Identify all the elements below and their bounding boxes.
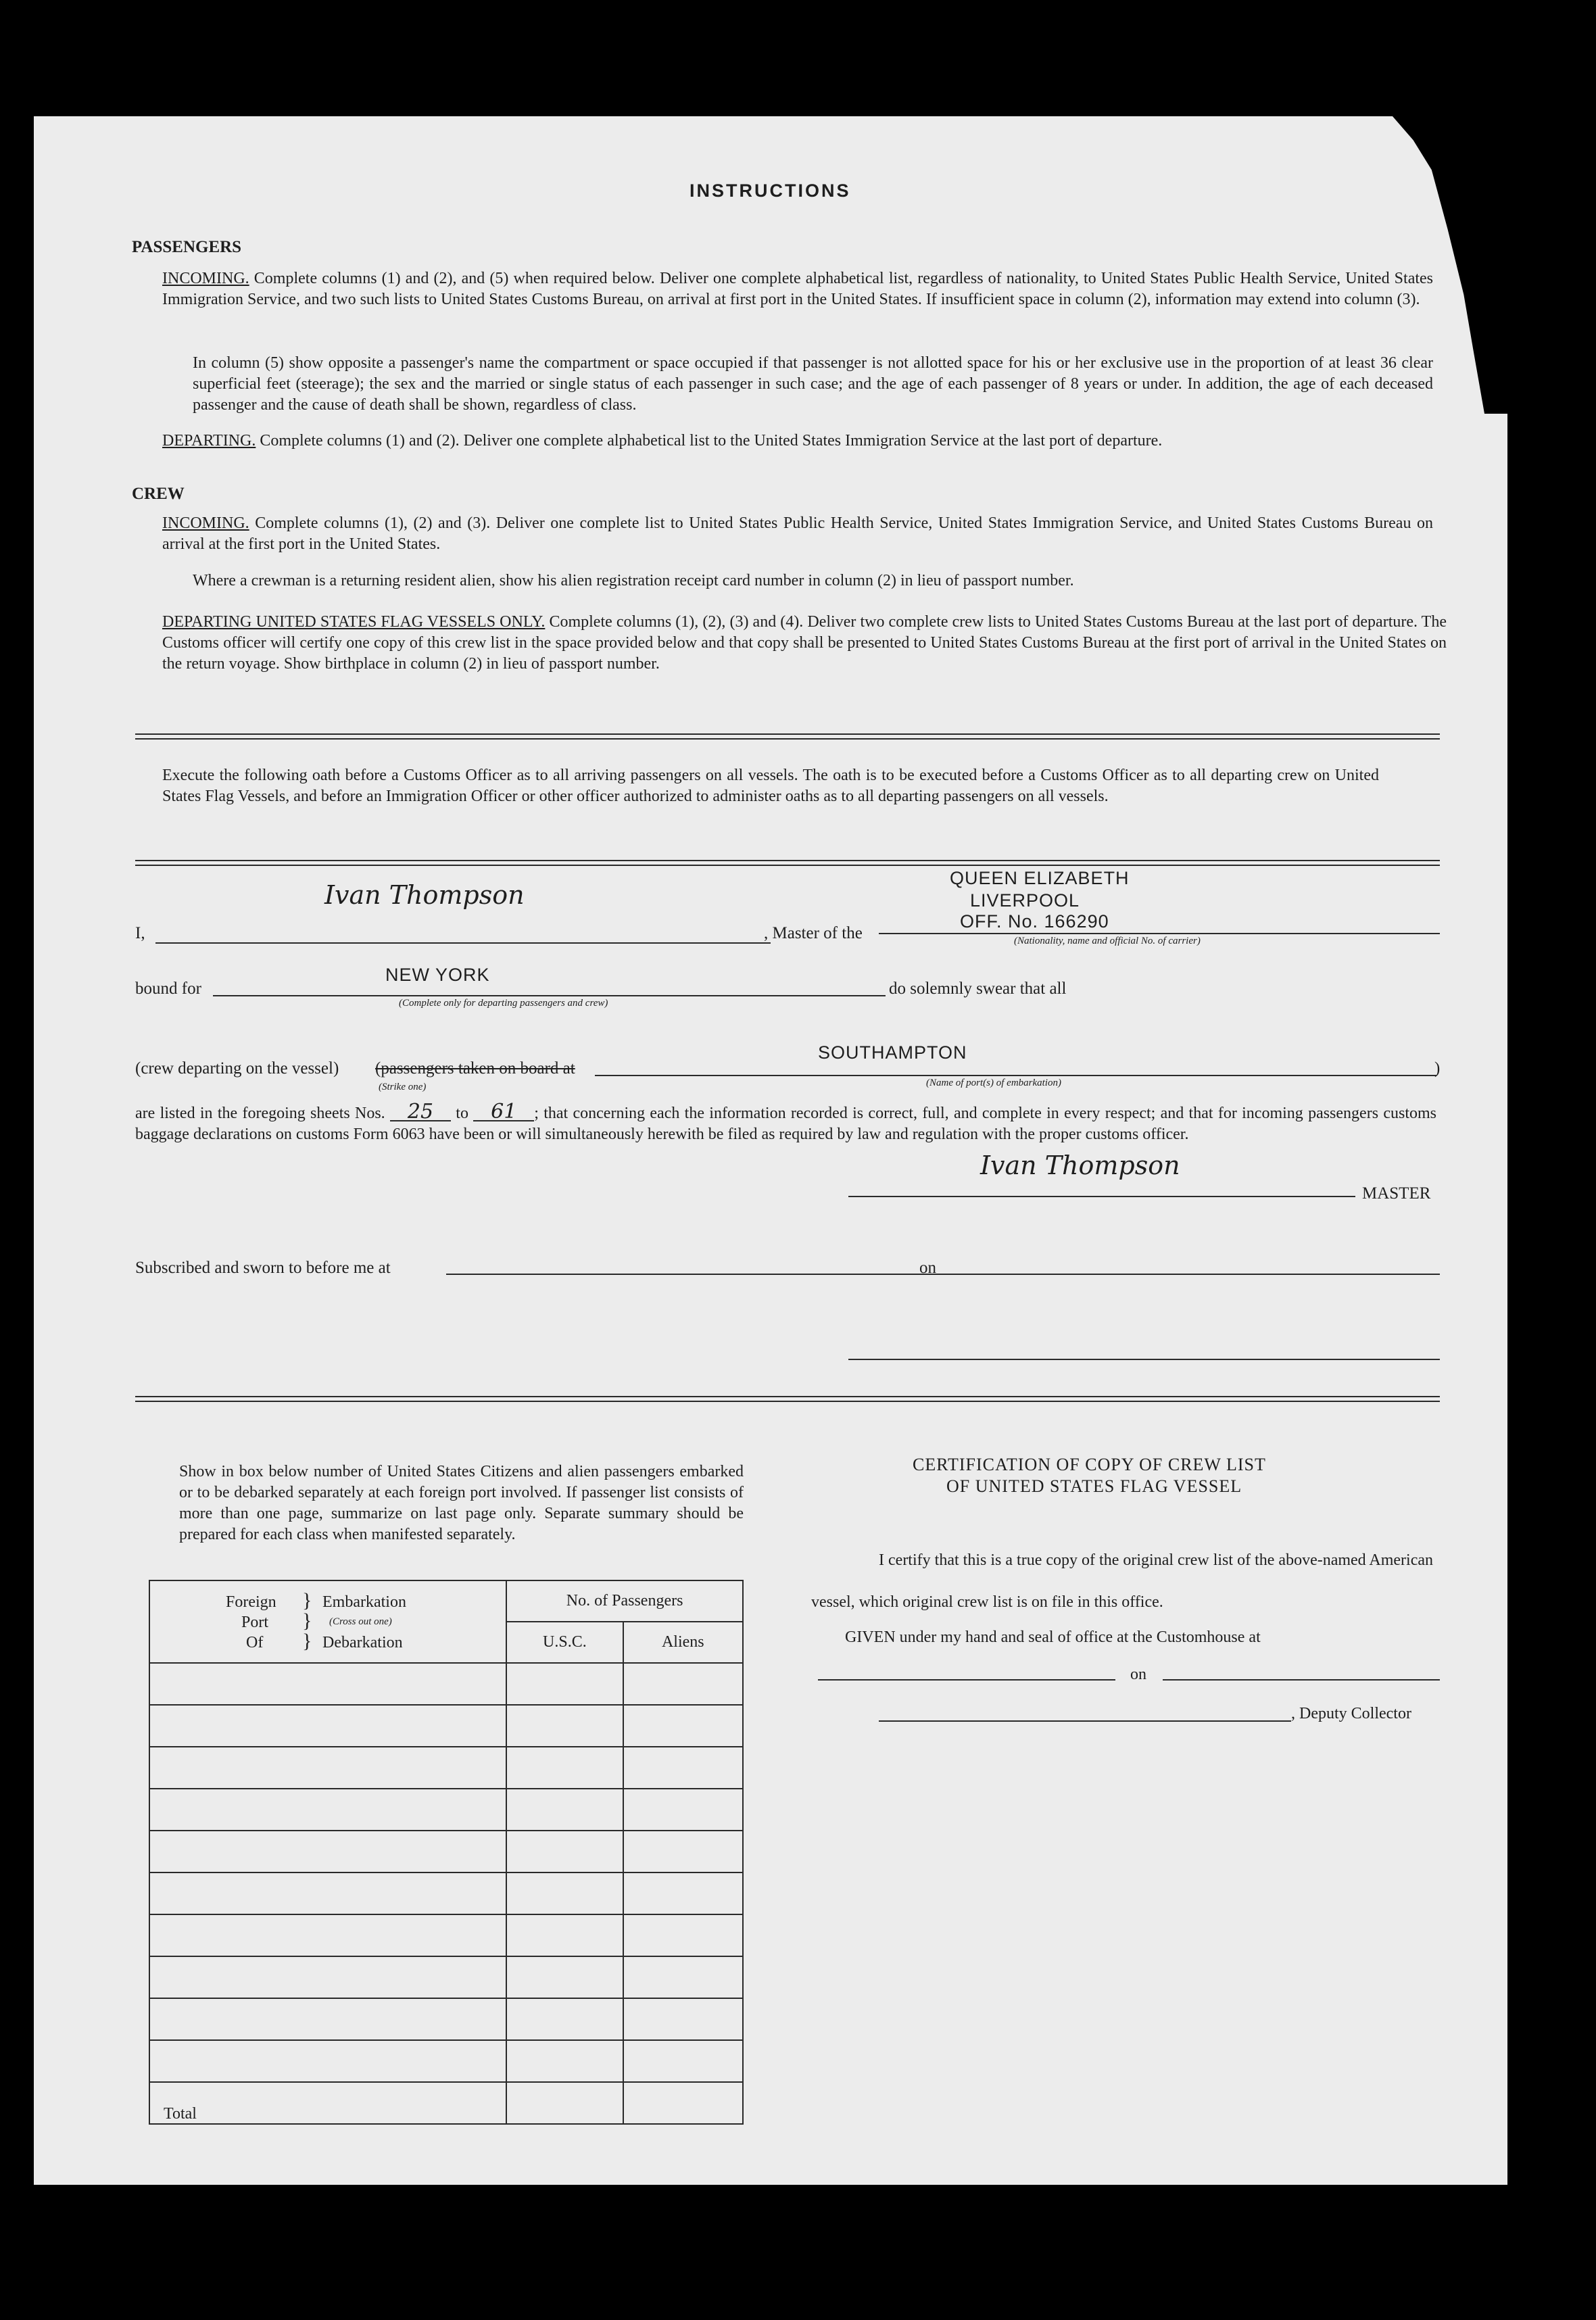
- table-row: [149, 1663, 743, 1705]
- port-header-cell: [149, 1580, 506, 1663]
- sheet-from: 25: [390, 1104, 451, 1121]
- aliens-cell[interactable]: [623, 1789, 743, 1831]
- passengers-incoming-text2: In column (5) show opposite a passenger's name the compartment or space occupied if that passenger is not allotted space for his or her exclusive use in the proportion of at least 36 clear superficial feet (steerage); the sex and the married or single status of each passenger in such case; and the age of each passenger of 8 years or under. In addition, the age of each deceased passenger and the cause of death shall be shown, regardless of class.: [193, 354, 1433, 414]
- certification-text: I certify that this is a true copy of the original crew list of the above-named American vessel, which original crew list is on file in this office.: [811, 1551, 1433, 1611]
- master-signature: Ivan Thompson: [980, 1151, 1180, 1180]
- certification-on-label: on: [1130, 1666, 1146, 1683]
- col-debark: Debarkation: [322, 1634, 403, 1651]
- table-row: [149, 2040, 743, 2082]
- crew-incoming-text2: Where a crewman is a returning resident alien, show his alien registration receipt card number in column (2) in lieu of passport number.: [193, 572, 1074, 589]
- passengers-option-struck: (passengers taken on board at: [375, 1059, 575, 1078]
- total-aliens-cell[interactable]: [623, 2082, 743, 2124]
- form-sheet: [34, 116, 1507, 2185]
- aliens-cell[interactable]: [623, 1872, 743, 1914]
- certification-date-line: [1163, 1679, 1440, 1681]
- vessel-port: LIVERPOOL: [970, 890, 1080, 911]
- deputy-line: [879, 1720, 1291, 1722]
- embark-line: [595, 1075, 1436, 1076]
- aliens-cell[interactable]: [623, 1998, 743, 2040]
- table-row: [149, 1747, 743, 1789]
- col-port: Port: [241, 1614, 269, 1631]
- strike-caption: (Strike one): [379, 1082, 427, 1092]
- bound-line: [213, 995, 886, 996]
- aliens-cell[interactable]: [623, 1956, 743, 1998]
- table-row: [149, 1872, 743, 1914]
- col-embark: Embarkation: [322, 1593, 406, 1611]
- total-label: Total: [149, 2082, 506, 2124]
- master-of-label: , Master of the: [764, 924, 863, 942]
- col-aliens: Aliens: [623, 1622, 743, 1663]
- usc-cell[interactable]: [506, 1872, 623, 1914]
- master-line: [848, 1196, 1355, 1197]
- passengers-departing-text: Complete columns (1) and (2). Deliver one complete alphabetical list to the United States Immigration Service at the last port of departure.: [260, 432, 1163, 450]
- usc-cell[interactable]: [506, 1747, 623, 1789]
- subscribed-place-line: [446, 1274, 946, 1275]
- vessel-line: [879, 933, 1440, 934]
- divider-oath: [135, 860, 1440, 866]
- crew-departing-label: DEPARTING UNITED STATES FLAG VESSELS ONLY.: [162, 613, 546, 631]
- embark-caption: (Name of port(s) of embarkation): [926, 1078, 1061, 1088]
- port-cell[interactable]: [149, 1789, 506, 1831]
- aliens-cell[interactable]: [623, 1914, 743, 1956]
- i-label: I,: [135, 924, 145, 942]
- listed-prefix: are listed in the foregoing sheets Nos.: [135, 1105, 385, 1122]
- sheet-to: 61: [473, 1104, 534, 1121]
- crew-heading: CREW: [132, 485, 185, 503]
- port-cell[interactable]: [149, 1872, 506, 1914]
- embark-port: SOUTHAMPTON: [818, 1042, 967, 1063]
- deputy-label: , Deputy Collector: [1291, 1705, 1411, 1722]
- usc-cell[interactable]: [506, 1831, 623, 1872]
- port-cell[interactable]: [149, 1914, 506, 1956]
- divider-top: [135, 733, 1440, 740]
- certification-title-2: OF UNITED STATES FLAG VESSEL: [946, 1476, 1242, 1496]
- oath-intro: [162, 765, 1379, 807]
- master-label: MASTER: [1362, 1184, 1431, 1203]
- swear-text: do solemnly swear that all: [889, 980, 1067, 998]
- bound-caption: (Complete only for departing passengers and crew): [399, 998, 608, 1009]
- usc-cell[interactable]: [506, 1705, 623, 1747]
- port-cell[interactable]: [149, 2040, 506, 2082]
- passengers-heading: PASSENGERS: [132, 238, 242, 256]
- crew-departing-option: (crew departing on the vessel): [135, 1059, 339, 1078]
- col-usc: U.S.C.: [506, 1622, 623, 1663]
- crew-departing-text: Complete columns (1), (2), (3) and (4). Deliver two complete crew lists to United States Customs Bureau at the last port of departure. The Customs officer will certify one copy of this crew list in the space provided below and that copy shall be presented to United States Customs Bureau at the first port of arrival in the United States on the return voyage. Show birthplace in column (2) in lieu of passport number.: [162, 613, 1447, 673]
- table-row: [149, 1998, 743, 2040]
- col-cross: (Cross out one): [329, 1616, 392, 1627]
- to-label: to: [456, 1105, 468, 1122]
- table-header-row: [149, 1580, 743, 1622]
- crew-departing: [162, 612, 1447, 675]
- usc-cell[interactable]: [506, 1998, 623, 2040]
- official-number: OFF. No. 166290: [960, 911, 1109, 932]
- crew-incoming-label: INCOMING.: [162, 514, 249, 532]
- passengers-departing: [162, 431, 1447, 452]
- total-usc-cell[interactable]: [506, 2082, 623, 2124]
- usc-cell[interactable]: [506, 1789, 623, 1831]
- summary-instructions: [179, 1461, 744, 1545]
- passengers-incoming-label: INCOMING.: [162, 270, 249, 287]
- page-title: INSTRUCTIONS: [690, 180, 851, 201]
- col-passengers: No. of Passengers: [506, 1580, 743, 1622]
- port-cell[interactable]: [149, 1998, 506, 2040]
- master-name-line: [155, 942, 771, 944]
- aliens-cell[interactable]: [623, 2040, 743, 2082]
- vessel-caption: (Nationality, name and official No. of carrier): [1014, 936, 1201, 946]
- subscribed-label: Subscribed and sworn to before me at: [135, 1259, 391, 1277]
- usc-cell[interactable]: [506, 1914, 623, 1956]
- master-signature-oath: Ivan Thompson: [324, 880, 525, 910]
- usc-cell[interactable]: [506, 2040, 623, 2082]
- bracket-icon: } } }: [302, 1589, 312, 1652]
- port-cell[interactable]: [149, 1956, 506, 1998]
- aliens-cell[interactable]: [623, 1747, 743, 1789]
- table-row: [149, 1956, 743, 1998]
- port-cell[interactable]: [149, 1747, 506, 1789]
- customhouse-line: [818, 1679, 1115, 1681]
- subscribed-on-label: on: [919, 1259, 936, 1277]
- listed-statement: [135, 1100, 1437, 1145]
- divider-bottom: [135, 1396, 1440, 1402]
- crew-incoming: [162, 513, 1433, 555]
- passenger-summary-table: [149, 1580, 744, 2125]
- col-of: Of: [246, 1634, 264, 1651]
- embark-close-paren: ): [1434, 1059, 1441, 1078]
- officer-signature-line: [848, 1359, 1440, 1360]
- crew-incoming-text: Complete columns (1), (2) and (3). Deliver one complete list to United States Public Health Service, United States Immigration Service, and United States Customs Bureau on arrival at the first port in the United States.: [162, 514, 1434, 553]
- usc-cell[interactable]: [506, 1956, 623, 1998]
- table-row: [149, 1831, 743, 1872]
- passengers-incoming-note: [193, 353, 1433, 416]
- certification-given: GIVEN under my hand and seal of office at the Customhouse at: [845, 1628, 1261, 1646]
- port-cell[interactable]: [149, 1663, 506, 1705]
- listed-text: ; that concerning each the information recorded is correct, full, and complete in every respect; and that for incoming passengers customs baggage declarations on customs Form 6063 have been or will simultaneously herewith be filed as required by law and regulation with the proper customs officer.: [135, 1105, 1437, 1143]
- bound-label: bound for: [135, 980, 201, 998]
- passengers-incoming-text: Complete columns (1) and (2), and (5) when required below. Deliver one complete alphabetical list, regardless of nationality, to United States Public Health Service, United States Immigration Service, and two such lists to United States Customs Bureau, on arrival at first port in the United States. If insufficient space in column (2), information may extend into column (3).: [162, 270, 1434, 308]
- summary-instructions-text: Show in box below number of United States Citizens and alien passengers embarked or to be debarked separately at each foreign port involved. If passenger list consists of more than one page, summarize on last page only. Separate summary should be prepared for each class when manifested separately.: [179, 1463, 744, 1543]
- passengers-departing-label: DEPARTING.: [162, 432, 256, 450]
- table-row: [149, 1914, 743, 1956]
- bound-for-value: NEW YORK: [385, 965, 490, 985]
- table-row: [149, 1789, 743, 1831]
- passengers-incoming: [162, 268, 1433, 310]
- oath-intro-text: Execute the following oath before a Customs Officer as to all arriving passengers on all vessels. The oath is to be executed before a Customs Officer as to all departing crew on United States Flag Vessels, and before an Immigration Officer or other officer authorized to administer oaths as to all departing passengers on all vessels.: [162, 767, 1379, 805]
- port-cell[interactable]: [149, 1831, 506, 1872]
- aliens-cell[interactable]: [623, 1831, 743, 1872]
- aliens-cell[interactable]: [623, 1705, 743, 1747]
- usc-cell[interactable]: [506, 1663, 623, 1705]
- table-row: [149, 1705, 743, 1747]
- total-row: [149, 2082, 743, 2124]
- port-cell[interactable]: [149, 1705, 506, 1747]
- aliens-cell[interactable]: [623, 1663, 743, 1705]
- subscribed-date-line: [943, 1274, 1440, 1275]
- col-foreign: Foreign: [226, 1593, 276, 1611]
- crew-incoming-note: [193, 571, 1433, 591]
- vessel-name: QUEEN ELIZABETH: [950, 868, 1130, 888]
- certification-title-1: CERTIFICATION OF COPY OF CREW LIST: [913, 1455, 1266, 1474]
